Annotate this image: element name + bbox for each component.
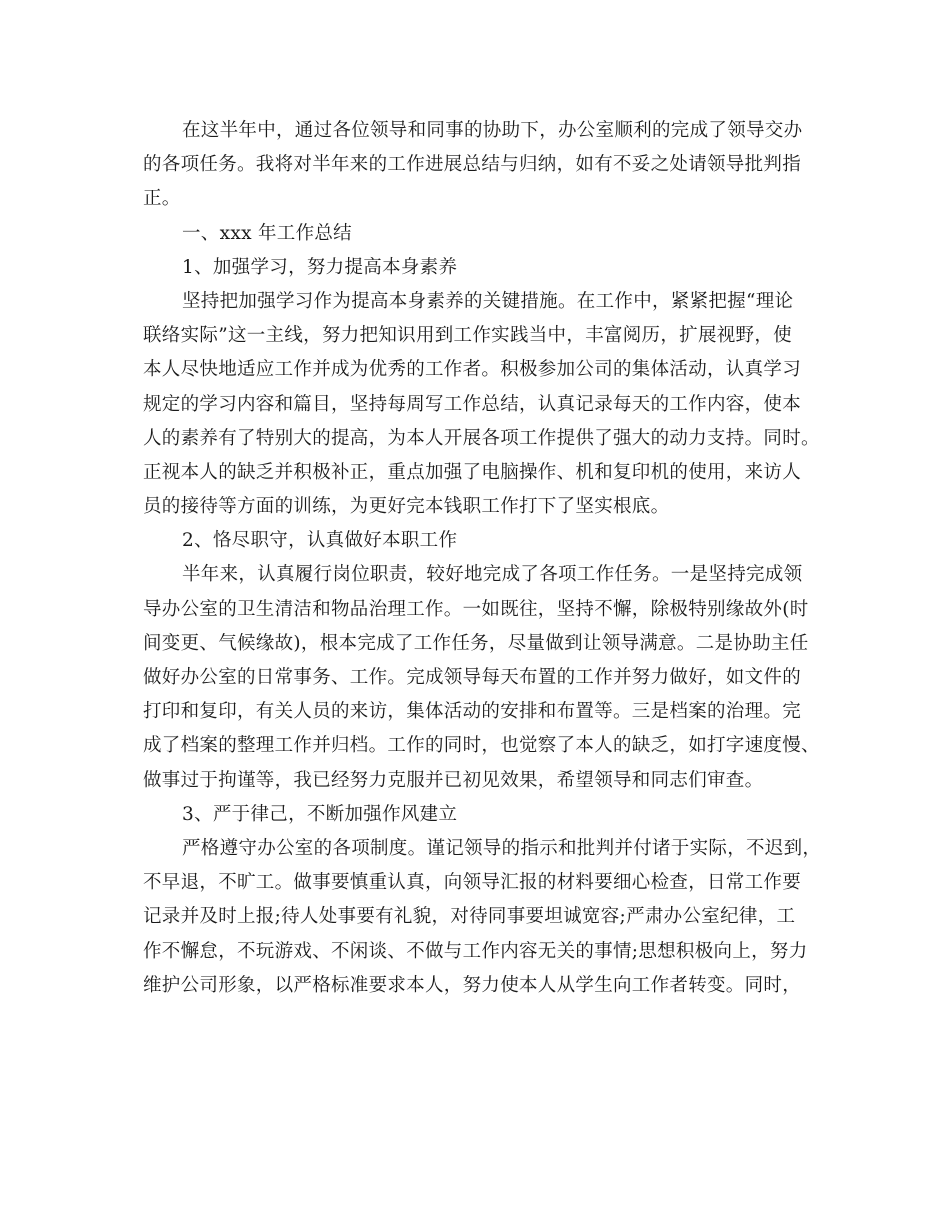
paragraph-line: 间变更、气候缘故)，根本完成了工作任务，尽量做到让领导满意。二是协助主任 <box>143 632 809 654</box>
paragraph-line: 作不懈怠，不玩游戏、不闲谈、不做与工作内容无关的事情;思想积极向上，努力 <box>143 940 808 962</box>
paragraph-line: 正视本人的缺乏并积极补正，重点加强了电脑操作、机和复印机的使用，来访人 <box>143 461 802 483</box>
paragraph-line: 记录并及时上报;待人处事要有礼貌，对待同事要坦诚宽容;严肃办公室纪律，工 <box>143 906 796 928</box>
paragraph-line: 严格遵守办公室的各项制度。谨记领导的指示和批判并付诸于实际，不迟到， <box>182 837 822 859</box>
paragraph-line: 成了档案的整理工作并归档。工作的同时，也觉察了本人的缺乏，如打字速度慢、 <box>143 735 820 757</box>
subsection-heading: 1、加强学习，努力提高本身素养 <box>182 256 458 278</box>
paragraph-line: 人的素养有了特别大的提高，为本人开展各项工作提供了强大的动力支持。同时。 <box>143 427 820 449</box>
document-body <box>143 114 822 1003</box>
subsection-heading: 2、恪尽职守，认真做好本职工作 <box>182 530 458 552</box>
paragraph-line: 做事过于拘谨等，我已经努力克服并已初见效果，希望领导和同志们审查。 <box>143 769 764 791</box>
paragraph-line: 在这半年中，通过各位领导和同事的协助下，办公室顺利的完成了领导交办 <box>182 120 803 141</box>
paragraph-line: 坚持把加强学习作为提高本身素养的关键措施。在工作中，紧紧把握“理论 <box>182 290 794 312</box>
paragraph-line: 导办公室的卫生清洁和物品治理工作。一如既往，坚持不懈，除极特别缘故外(时 <box>143 598 809 620</box>
paragraph-line: 的各项任务。我将对半年来的工作进展总结与归纳，如有不妥之处请领导批判指 <box>143 154 802 176</box>
paragraph-line: 半年来，认真履行岗位职责，较好地完成了各项工作任务。一是坚持完成领 <box>182 564 803 586</box>
paragraph-line: 正。 <box>143 188 181 210</box>
paragraph-line: 打印和复印，有关人员的来访，集体活动的安排和布置等。三是档案的治理。完 <box>143 701 802 723</box>
paragraph-line: 规定的学习内容和篇目，坚持每周写工作总结，认真记录每天的工作内容，使本 <box>143 393 802 415</box>
paragraph-line: 不早退，不旷工。做事要慎重认真，向领导汇报的材料要细心检查，日常工作要 <box>143 872 802 894</box>
paragraph-line: 做好办公室的日常事务、工作。完成领导每天布置的工作并努力做好，如文件的 <box>143 667 802 688</box>
paragraph-line: 联络实际”这一主线，努力把知识用到工作实践当中，丰富阅历，扩展视野，使 <box>143 325 792 347</box>
section-heading: 一、xxx 年工作总结 <box>182 222 352 244</box>
paragraph-line: 本人尽快地适应工作并成为优秀的工作者。积极参加公司的集体活动，认真学习 <box>143 359 802 381</box>
subsection-heading: 3、严于律己，不断加强作风建立 <box>182 803 458 825</box>
paragraph-line: 员的接待等方面的训练，为更好完本钱职工作打下了坚实根底。 <box>143 496 670 518</box>
paragraph-line: 维护公司形象，以严格标准要求本人，努力使本人从学生向工作者转变。同时， <box>143 974 802 996</box>
